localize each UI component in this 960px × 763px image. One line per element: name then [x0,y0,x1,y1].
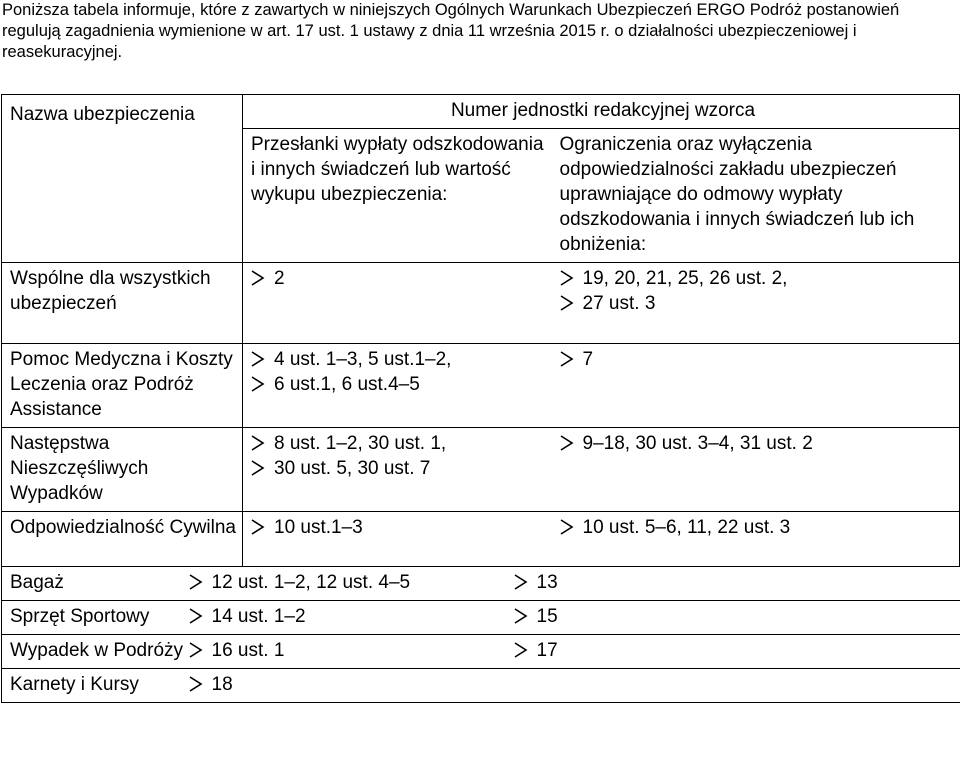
row-premises [243,428,552,512]
table-row [2,669,960,703]
arrow-icon [251,519,265,535]
arrow-icon [560,519,574,535]
row-name-text: Sprzęt Sportowy [10,606,150,627]
premises-text: 6 ust.1, 6 ust.4–5 [274,374,420,395]
limits-text: 19, 20, 21, 25, 26 ust. 2, [582,268,788,289]
row-name-common [2,263,243,344]
arrow-icon [189,676,203,692]
limits-text: 17 [536,640,558,661]
premises-text: 16 ust. 1 [211,640,285,661]
arrow-icon [251,376,265,392]
header-insurance-name-text: Nazwa ubezpieczenia [10,104,195,125]
arrow-icon [560,351,574,367]
table-row [2,601,960,635]
limits-text: 10 ust. 5–6, 11, 22 ust. 3 [582,517,791,538]
premises-text: 12 ust. 1–2, 12 ust. 4–5 [211,572,411,593]
row-limits [552,263,960,344]
premises-text: 18 [211,674,233,695]
arrow-icon [251,270,265,286]
limits-text: 13 [536,572,558,593]
row-name-text: Karnety i Kursy [10,674,139,695]
arrow-icon [514,608,528,624]
arrow-icon [251,351,265,367]
header-limits-text: Ograniczenia oraz wyłączenia odpowiedzialności zakładu ubezpieczeń uprawniające do odmowy wypłaty odszkodowania i innych świadczeń lub ich obniżenia: [559,134,915,255]
table-row [2,635,960,669]
row-limits [552,428,960,512]
row-premises [211,567,552,601]
header-limits [552,129,960,263]
row-limits [536,601,960,635]
limits-text: 27 ust. 3 [582,293,656,314]
table-row [2,567,960,601]
row-name-accidents [2,428,243,512]
table-row [2,263,960,344]
row-name-text: Następstwa Nieszczęśliwych Wypadków [10,433,149,504]
arrow-icon [560,295,574,311]
limits-text: 15 [536,606,558,627]
intro-paragraph: Poniższa tabela informuje, które z zawartych w niniejszych Ogólnych Warunkach Ubezpieczeń ERGO Podróż postanowień regulują zagadnienia wymienione w art. 17 ust. 1 ustawy z dnia 11 września 2015 r. o działalności ubezpieczeniowej i reasekuracyjnej. [2,1,900,61]
limits-text: 9–18, 30 ust. 3–4, 31 ust. 2 [582,433,813,454]
row-limits [552,512,960,567]
row-name-medical [2,344,243,428]
arrow-icon [189,574,203,590]
row-premises [243,512,552,567]
premises-text: 14 ust. 1–2 [211,606,306,627]
row-name-liability [2,512,243,567]
header-insurance-name [2,95,243,263]
limits-text: 7 [582,349,594,370]
row-premises [243,263,552,344]
row-name-text: Bagaż [10,572,64,593]
arrow-icon [251,460,265,476]
row-name-text: Wypadek w Podróży [10,640,184,661]
premises-text: 10 ust.1–3 [274,517,363,538]
table-row [2,512,960,567]
premises-text: 8 ust. 1–2, 30 ust. 1, [274,433,447,454]
arrow-icon [514,642,528,658]
row-premises [243,344,552,428]
row-name-text: Pomoc Medyczna i Koszty Leczenia oraz Podróż Assistance [10,349,233,420]
row-premises [211,635,552,669]
row-limits [552,344,960,428]
row-premises [211,601,552,635]
row-limits [536,567,960,601]
premises-text: 30 ust. 5, 30 ust. 7 [274,458,431,479]
premises-text: 4 ust. 1–3, 5 ust.1–2, [274,349,452,370]
header-unit-number [243,95,960,129]
row-name-text: Wspólne dla wszystkich ubezpieczeń [10,268,211,314]
table-row [2,428,960,512]
arrow-icon [514,574,528,590]
provisions-table [1,94,960,703]
header-unit-number-text: Numer jednostki redakcyjnej wzorca [450,100,756,121]
header-premises-text: Przesłanki wypłaty odszkodowania i innych świadczeń lub wartość wykupu ubezpieczenia: [251,134,544,205]
arrow-icon [189,608,203,624]
arrow-icon [189,642,203,658]
row-limits [536,635,960,669]
row-limits [552,669,960,703]
header-premises [243,129,552,263]
row-premises [211,669,552,703]
arrow-icon [560,270,574,286]
arrow-icon [560,435,574,451]
row-name-text: Odpowiedzialność Cywilna [10,517,236,538]
premises-text: 2 [274,268,285,289]
table-row [2,344,960,428]
arrow-icon [251,435,265,451]
